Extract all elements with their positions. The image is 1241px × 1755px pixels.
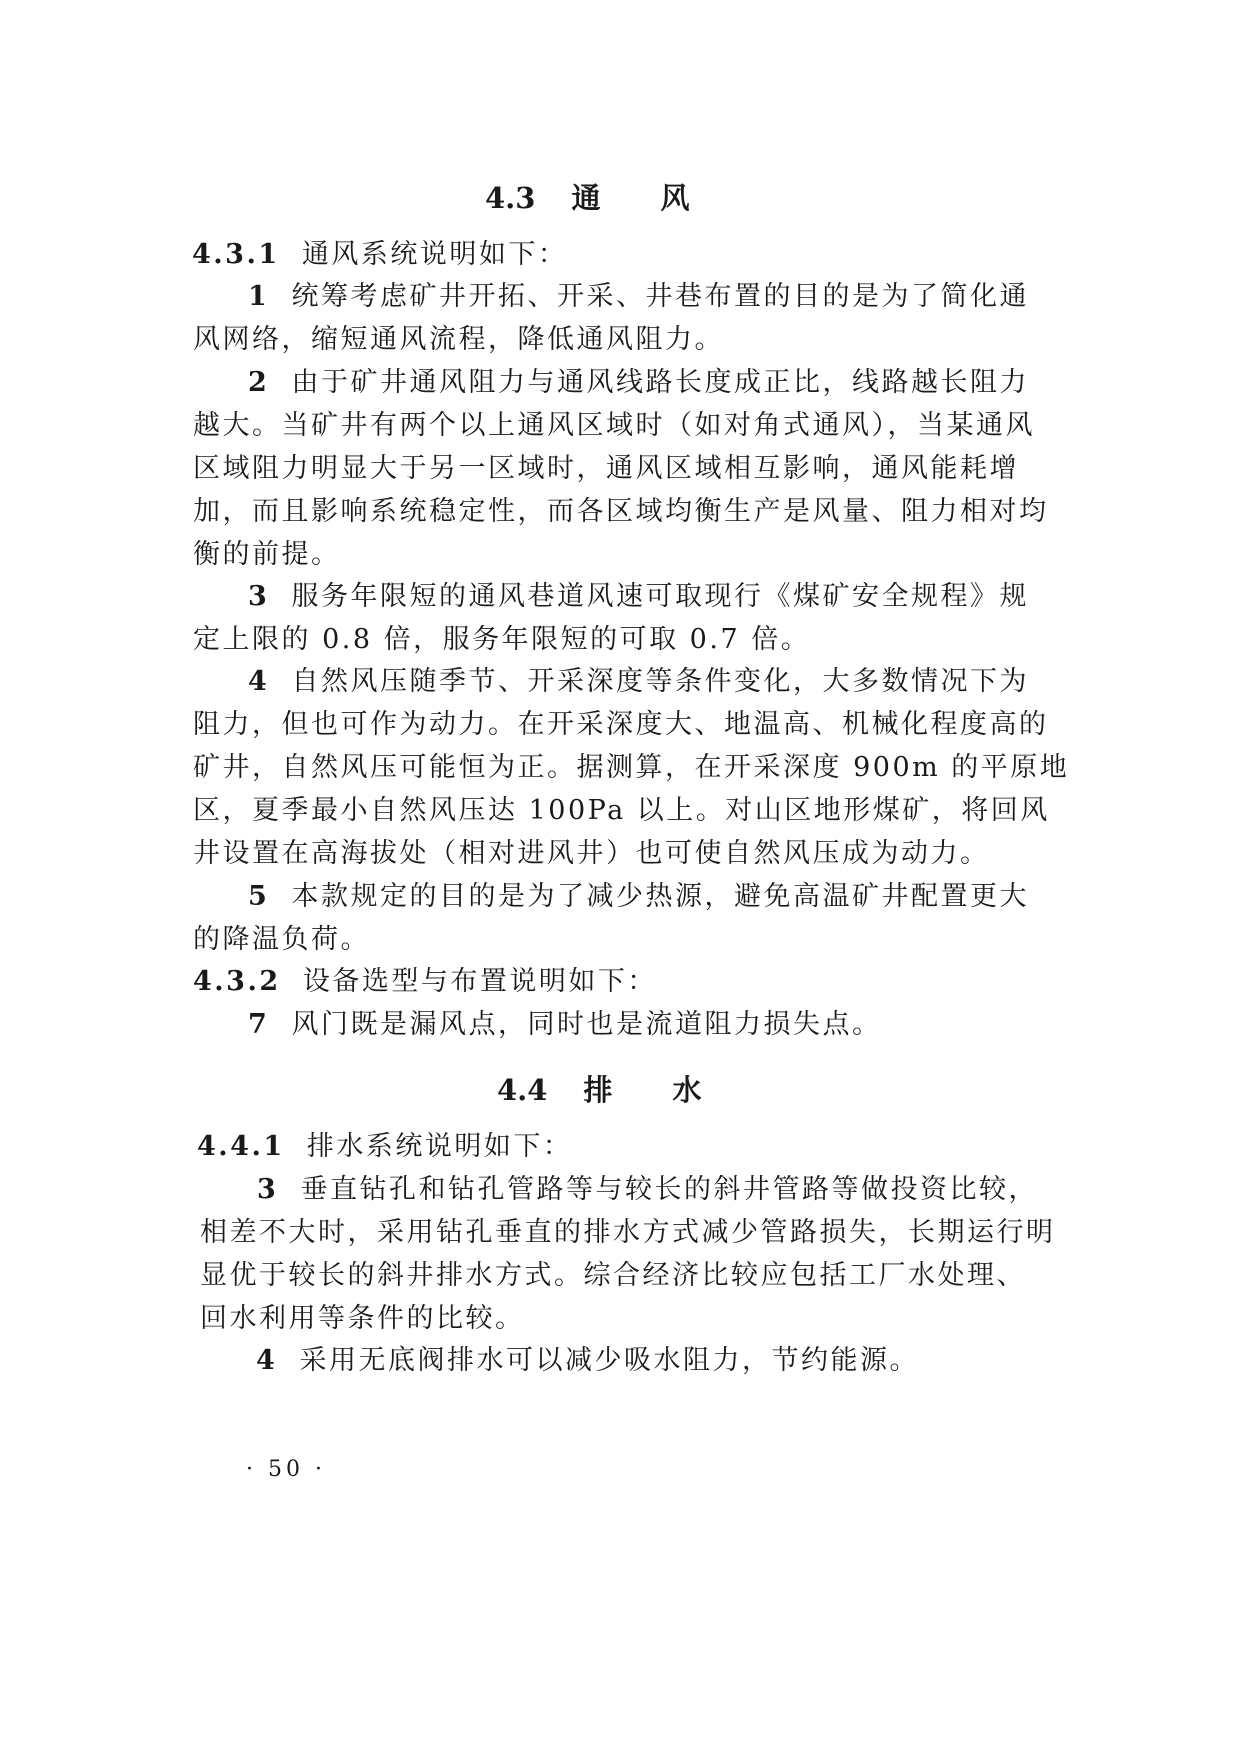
section-number: 4.3 <box>485 181 536 215</box>
item-2-line-5: 衡的前提。 <box>193 539 341 570</box>
page-number: · 50 · <box>246 1457 326 1482</box>
paragraph-text: 由于矿井通风阻力与通风线路长度成正比，线路越长阻力 <box>291 367 1029 398</box>
item-5-line-1 <box>248 879 1029 915</box>
item-2-line-4: 加，而且影响系统稳定性，而各区域均衡生产是风量、阻力相对均 <box>193 496 1049 527</box>
item-2-line-2: 越大。当矿井有两个以上通风区域时（如对角式通风），当某通风 <box>193 410 1035 441</box>
item-2-line-1 <box>248 365 1029 401</box>
item-number: 4 <box>248 666 270 697</box>
item-number: 3 <box>257 1174 279 1205</box>
clause-text: 设备选型与布置说明如下： <box>302 966 657 997</box>
clause-text: 通风系统说明如下： <box>301 239 568 270</box>
paragraph-text: 风门既是漏风点，同时也是流道阻力损失点。 <box>291 1009 882 1040</box>
item-4-line-2: 阻力，但也可作为动力。在开采深度大、地温高、机械化程度高的 <box>193 709 1049 740</box>
item-number: 3 <box>248 581 270 612</box>
item-7-line-1 <box>248 1007 881 1043</box>
item-4-4-3-line-1 <box>257 1172 1038 1208</box>
item-number: 7 <box>248 1009 270 1040</box>
item-4-line-4: 区，夏季最小自然风压达 100Pa 以上。对山区地形煤矿，将回风 <box>193 795 1050 826</box>
item-3-line-1 <box>248 579 1029 615</box>
item-4-line-5: 井设置在高海拔处（相对进风井）也可使自然风压成为动力。 <box>193 838 990 869</box>
paragraph-text: 采用无底阀排水可以减少吸水阻力，节约能源。 <box>299 1345 919 1376</box>
item-number: 4 <box>256 1345 278 1376</box>
paragraph-text: 自然风压随季节、开采深度等条件变化，大多数情况下为 <box>291 666 1029 697</box>
clause-text: 排水系统说明如下： <box>306 1131 573 1162</box>
paragraph-text: 本款规定的目的是为了减少热源，避免高温矿井配置更大 <box>291 881 1029 912</box>
section-title-char: 排 <box>583 1073 613 1107</box>
section-number: 4.4 <box>497 1073 548 1107</box>
clause-heading-4-3-2 <box>193 964 657 1000</box>
item-2-line-3: 区域阻力明显大于另一区域时，通风区域相互影响，通风能耗增 <box>193 453 1019 484</box>
item-4-4-3-line-2: 相差不大时，采用钻孔垂直的排水方式减少管路损失，长期运行明 <box>200 1217 1056 1248</box>
clause-number: 4.3.1 <box>192 239 280 270</box>
item-1-line-2: 风网络，缩短通风流程，降低通风阻力。 <box>193 324 724 355</box>
item-number: 2 <box>248 367 270 398</box>
item-4-4-3-line-4: 回水利用等条件的比较。 <box>200 1303 525 1334</box>
section-title-4-3 <box>485 176 689 217</box>
paragraph-text: 服务年限短的通风巷道风速可取现行《煤矿安全规程》规 <box>291 581 1029 612</box>
section-title-char: 风 <box>660 181 690 215</box>
section-title-char: 通 <box>571 181 601 215</box>
item-number: 1 <box>248 281 270 312</box>
section-title-4-4 <box>497 1068 701 1109</box>
item-5-line-2: 的降温负荷。 <box>193 924 370 955</box>
paragraph-text: 统筹考虑矿井开拓、开采、井巷布置的目的是为了简化通 <box>291 281 1029 312</box>
clause-heading-4-4-1 <box>197 1129 572 1165</box>
section-title-char: 水 <box>672 1073 702 1107</box>
clause-number: 4.3.2 <box>193 966 281 997</box>
item-4-4-3-line-3: 显优于较长的斜井排水方式。综合经济比较应包括工厂水处理、 <box>200 1260 1026 1291</box>
item-3-line-2: 定上限的 0.8 倍，服务年限短的可取 0.7 倍。 <box>193 624 811 655</box>
clause-heading-4-3-1 <box>192 237 567 273</box>
item-1-line-1 <box>248 279 1029 315</box>
item-4-line-3: 矿井，自然风压可能恒为正。据测算，在开采深度 900m 的平原地 <box>193 752 1070 783</box>
paragraph-text: 垂直钻孔和钻孔管路等与较长的斜井管路等做投资比较， <box>300 1174 1038 1205</box>
item-number: 5 <box>248 881 270 912</box>
item-4-line-1 <box>248 664 1029 700</box>
item-4-4-4-line-1 <box>256 1343 919 1379</box>
clause-number: 4.4.1 <box>197 1131 285 1162</box>
